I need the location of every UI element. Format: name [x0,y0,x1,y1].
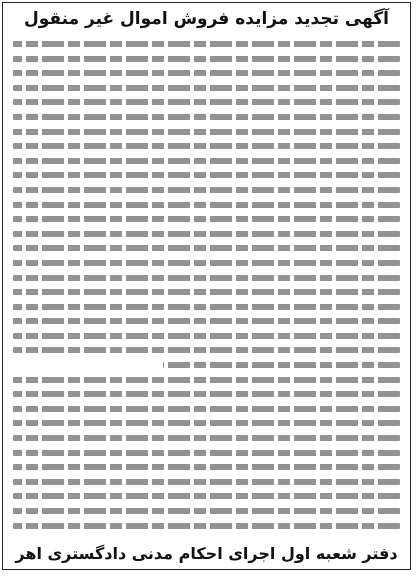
text-line [13,508,400,514]
text-line [13,202,400,208]
text-line [13,289,400,295]
text-line [13,420,400,426]
text-line [13,85,400,91]
text-line [13,114,400,120]
text-line [13,70,400,76]
text-line [13,172,400,178]
text-line [13,493,400,499]
text-line [13,435,400,441]
text-line [13,245,400,251]
text-line [13,56,400,62]
notice-frame [2,2,411,570]
text-line [13,304,400,310]
text-line [13,523,400,529]
text-line [13,406,400,412]
text-line [13,347,400,353]
text-line [13,479,400,485]
text-line [13,275,400,281]
text-line [13,143,400,149]
text-line [13,129,400,135]
text-line [13,216,400,222]
issuer-signature: دفتر شعبه اول اجرای احکام مدنی دادگستری اهر [15,544,398,563]
text-line [13,333,400,339]
text-line [13,158,400,164]
text-line [13,99,400,105]
text-line [13,377,400,383]
text-line [13,464,400,470]
text-line [163,362,400,368]
text-line [13,187,400,193]
notice-title: آگهی تجدید مزایده فروش اموال غیر منقول [23,9,390,29]
text-line [13,391,400,397]
text-line [13,260,400,266]
text-line [13,450,400,456]
text-line [13,231,400,237]
text-line [13,318,400,324]
text-line [13,41,400,47]
notice-body-unreadable-text [13,41,400,529]
